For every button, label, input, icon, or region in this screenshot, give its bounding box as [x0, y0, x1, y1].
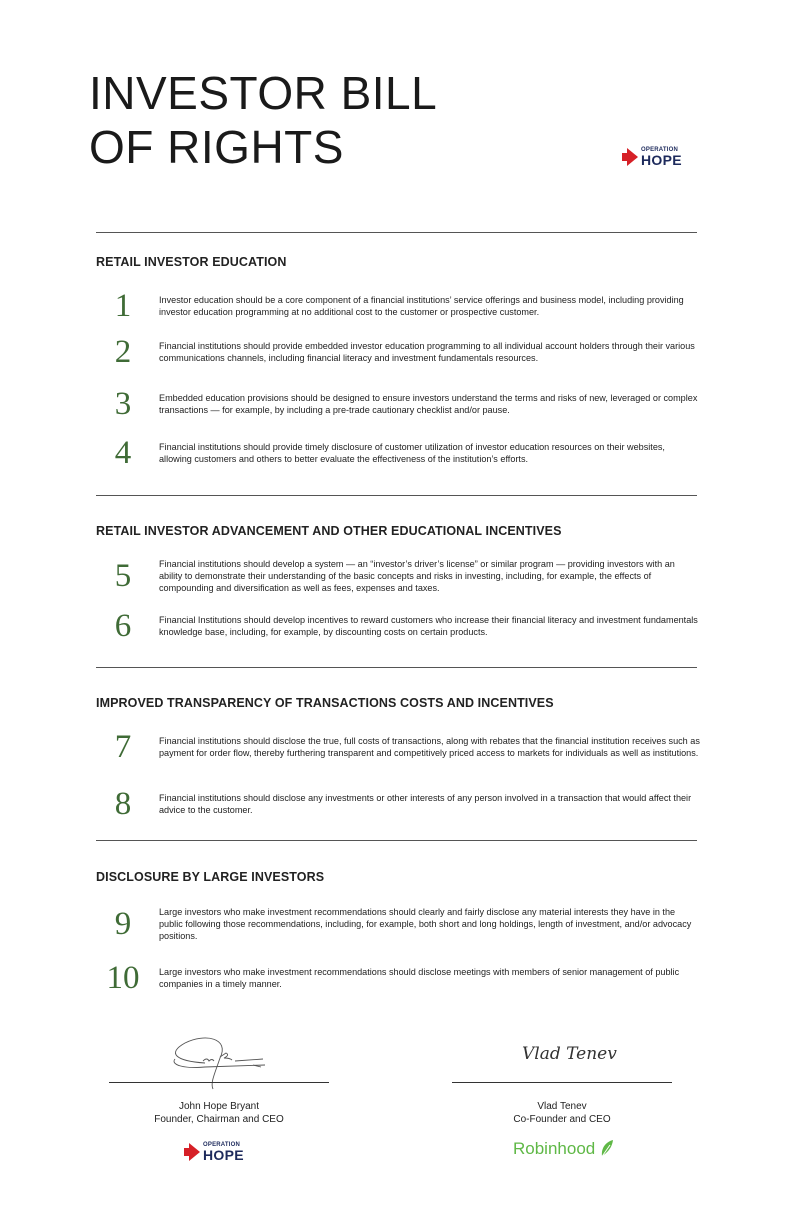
feather-icon — [599, 1139, 615, 1159]
list-item: 1 Investor education should be a core component of a financial institutions’ service offerings and business model, including providing investor education programming at no additional cost to the customer or prospective customer. — [114, 288, 684, 324]
signatory-2: Vlad Tenev Co-Founder and CEO — [513, 1101, 611, 1125]
section-heading: IMPROVED TRANSPARENCY OF TRANSACTIONS COSTS AND INCENTIVES — [96, 696, 554, 710]
list-item: 5 Financial institutions should develop a system — an “investor’s driver’s license” or similar program — providing investors with an ability to demonstrate their understanding of the basic concepts and risks in investing, including, for example, the effects of compounding and diversification as well as fees, expenses and taxes. — [114, 558, 675, 595]
section-heading: DISCLOSURE BY LARGE INVESTORS — [96, 870, 325, 884]
list-item: 6 Financial Institutions should develop incentives to reward customers who increase their financial literacy and investment fundamentals knowledge base, including, for example, by discounting costs on certain products. — [114, 608, 698, 644]
list-item: 4 Financial institutions should provide timely disclosure of customer utilization of investor education resources on their websites, allowing customers and others to better evaluate the effectiveness of the institution’s efforts. — [114, 435, 665, 471]
robinhood-logo: Robinhood — [513, 1139, 615, 1159]
list-item: 7 Financial institutions should disclose the true, full costs of transactions, along with rebates that the financial institution receives such as payment for order flow, thereby furthering transparent and competitively priced access to markets for individuals as well as institutions. — [114, 729, 700, 765]
divider — [96, 495, 697, 496]
section-heading: RETAIL INVESTOR EDUCATION — [96, 255, 287, 269]
signature-line — [452, 1082, 672, 1083]
list-item: 8 Financial institutions should disclose any investments or other interests of any person involved in a transaction that would affect their advice to the customer. — [114, 786, 692, 822]
list-item: 3 Embedded education provisions should be designed to ensure investors understand the terms and risks of new, leveraged or complex transactions — for example, by including a pre-trade cautionary checklist and/or pause. — [114, 386, 698, 422]
list-item: 9 Large investors who make investment recommendations should clearly and fairly disclose any material interests they have in the public following those recommendations, including, for example, both short and long holdings, length of investment, and/or advocacy positions. — [114, 906, 692, 943]
page-title: INVESTOR BILL OF RIGHTS — [89, 67, 438, 173]
arrow-icon — [189, 1143, 200, 1161]
signatory-1: John Hope Bryant Founder, Chairman and CEO — [154, 1101, 284, 1125]
signature-line — [109, 1082, 329, 1083]
divider — [96, 840, 697, 841]
signature-vlad-tenev: Vlad Tenev — [522, 1044, 617, 1064]
divider — [96, 232, 697, 233]
list-item: 10 Large investors who make investment recommendations should disclose meetings with members of senior management of public companies in a timely manner. — [106, 960, 680, 996]
divider — [96, 667, 697, 668]
operation-hope-logo: OPERATION HOPE — [627, 147, 682, 167]
section-heading: RETAIL INVESTOR ADVANCEMENT AND OTHER EDUCATIONAL INCENTIVES — [96, 524, 562, 538]
list-item: 2 Financial institutions should provide embedded investor education programming to all individual account holders through their various communications channels, including financial literacy and investment fundamentals resources. — [114, 334, 695, 370]
operation-hope-logo-footer: OPERATION HOPE — [189, 1142, 244, 1162]
arrow-icon — [627, 148, 638, 166]
